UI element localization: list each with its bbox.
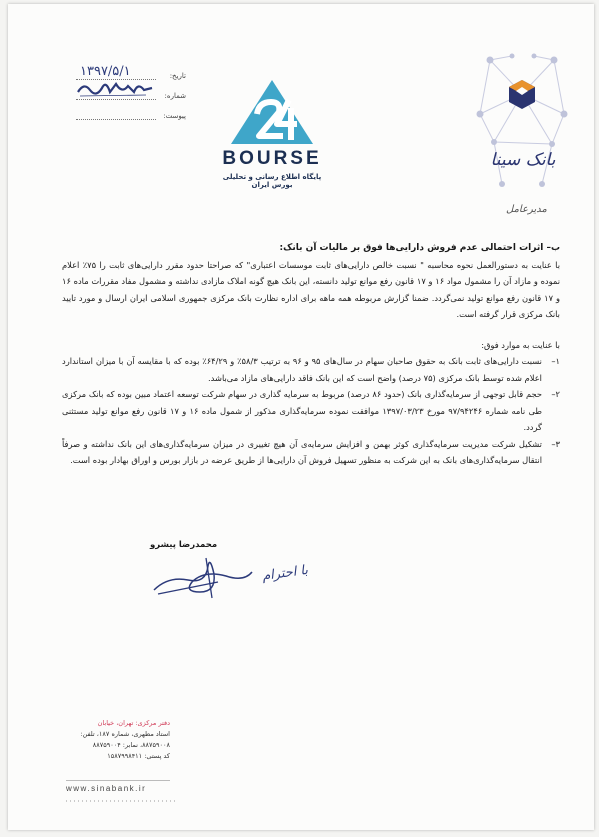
list-item-number: ۳– (551, 438, 560, 449)
attachment-row (76, 106, 186, 126)
list-item (62, 386, 560, 436)
list-item-text: نسبت دارایی‌های ثابت بانک به حقوق صاحبان سهام در سال‌های ۹۵ و ۹۶ به ترتیب ۵۸/۳٪ و ۶۴/۲۹٪ بوده که با مقایسه آن با میزان استاندارد اعلام شده توسط بانک مرکزی (۷۵ درصد) واضح است که این بانک فاقد دارایی‌های مازاد می‌باشد. (62, 356, 542, 383)
letter-intro: با عنایت به موارد فوق: (481, 339, 560, 350)
list-item (62, 436, 560, 469)
sina-bank-name: بانک سینا (490, 150, 556, 170)
list-item-text: حجم قابل توجهی از سرمایه‌گذاری بانک (حدود ۸۶ درصد) مربوط به سرمایه گذاری در سهام شرکت توسعه اعتماد مبین بوده که بانک مرکزی طی نامه شماره ۹۷/۹۴۲۴۶ مورخ ۱۳۹۷/۰۳/۲۳ موافقت نموده سرمایه‌گذاری مذکور از شمول ماده ۱۶ و ۱۷ قانون رفع موانع تولید مستثنی گردد. (62, 389, 542, 432)
footer-line: دفتر مرکزی: تهران، خیابان (97, 719, 170, 727)
date-label: تاریخ: (169, 72, 186, 80)
bourse-word: BOURSE (222, 148, 322, 169)
footer-divider (66, 780, 170, 781)
salutation: مدیرعامل (506, 204, 547, 215)
sina-bank-logo (472, 52, 572, 202)
letter-paragraph: با عنایت به دستورالعمل نحوه محاسبه " نسبت خالص دارایی‌های ثابت موسسات اعتباری" که صراحتا حدود مقرر دارایی‌های ثابت را ۷۵٪ اعلام نموده و مازاد آن را مشمول مواد ۱۶ و ۱۷ قانون رفع موانع تولید دانسته، این بانک هیچ گونه املاک مازادی نداشته و مشمول مفاد مقررات ماده ۱۶ و ۱۷ قانون رفع موانع تولید نمی‌گردد. ضمنا گزارش مربوطه همه ماهه برای اداره نظارت بانک مرکزی جمهوری اسلامی ایران ارسال و مورد تایید بانک مرکزی قرار گرفته است. (62, 259, 561, 319)
footer-website-link[interactable]: www.sinabank.ir (66, 784, 147, 793)
letter-section-title: ب– اثرات احتمالی عدم فروش دارایی‌ها فوق بر مالیات آن بانک: (279, 243, 560, 253)
list-item (62, 353, 560, 386)
list-item-text: تشکیل شرکت مدیریت سرمایه‌گذاری کوثر بهمن و افزایش سرمایه‌ی آن هیچ تغییری در میزان سرمایه‌گذاری‌های این بانک نداشته و صرفاً انتقال سرمایه‌گذاری‌های بانک به این شرکت به منظور تسهیل فروش آن دارایی‌ها از طریق عرضه در بازار بورس و اوراق بهادار بوده است. (62, 438, 542, 465)
sina-molecule-icon (472, 52, 572, 202)
number-row (76, 86, 186, 106)
handwritten-number (76, 78, 156, 100)
footer-dots (66, 798, 176, 804)
handwritten-signature (148, 552, 258, 602)
date-value: ۱۳۹۷/۵/۱ (80, 64, 131, 79)
signer-name: محمدرضا پیشرو (150, 540, 218, 550)
footer-line: استاد مطهری، شماره ۱۸۷، تلفن: (80, 730, 170, 738)
bourse-logo (212, 78, 332, 189)
list-item-number: ۲– (551, 389, 560, 399)
respect-note: با احترام (261, 562, 309, 585)
letter-body (62, 240, 560, 469)
attachment-label: پیوست: (163, 112, 186, 120)
footer-line: کد پستی: ۱۵۸۷۹۹۸۴۱۱ (107, 752, 170, 760)
bourse-subtitle: پایگاه اطلاع رسانی و تحلیلی بورس ایران (222, 173, 322, 189)
list-item-number: ۱– (551, 356, 560, 366)
bourse-triangle-icon (229, 78, 315, 146)
letter-items (62, 353, 560, 469)
footer-address (66, 718, 170, 762)
footer-line: ۸۸۷۵۹۰۰۸، نمابر: ۸۸۷۵۹۰۰۴ (92, 741, 170, 749)
number-label: شماره: (164, 92, 186, 100)
letter-meta (76, 66, 186, 126)
